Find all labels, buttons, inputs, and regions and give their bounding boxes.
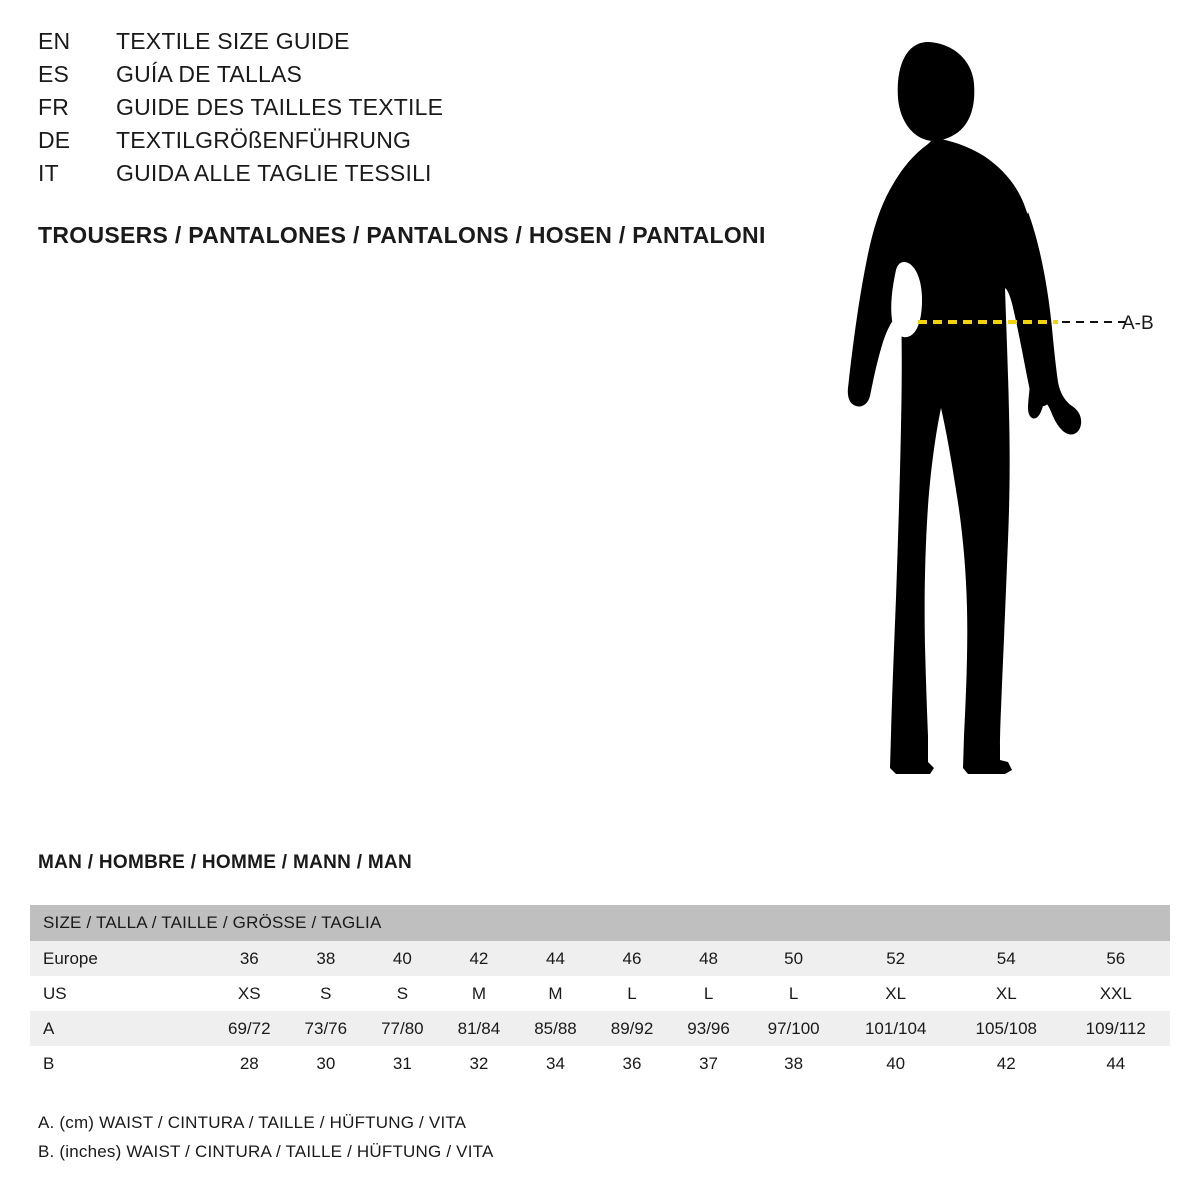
- table-header-label: SIZE / TALLA / TAILLE / GRÖSSE / TAGLIA: [30, 905, 1170, 941]
- table-cell: 36: [239, 948, 259, 968]
- table-cell: 42: [996, 1053, 1016, 1073]
- measure-label-ab: A-B: [1122, 313, 1154, 334]
- language-row: [38, 94, 798, 127]
- table-cell: L: [703, 983, 714, 1003]
- table-cell: 37: [699, 1053, 719, 1073]
- table-cell: 40: [886, 1053, 906, 1073]
- language-title: TEXTILGRÖßENFÜHRUNG: [116, 127, 412, 153]
- language-row: [38, 127, 798, 160]
- table-cell: XL: [995, 983, 1017, 1003]
- table-cell: M: [471, 983, 486, 1003]
- table-cell: XL: [885, 983, 907, 1003]
- table-cell: 32: [469, 1053, 489, 1073]
- table-cell: 97/100: [767, 1018, 820, 1038]
- table-cell: M: [548, 983, 563, 1003]
- row-label: US: [43, 983, 67, 1003]
- table-cell: 42: [469, 948, 489, 968]
- table-cell: 48: [699, 948, 719, 968]
- table-cell: 38: [784, 1053, 804, 1073]
- table-cell: 38: [316, 948, 336, 968]
- footnotes: [38, 1108, 494, 1166]
- table-cell: 93/96: [687, 1018, 730, 1038]
- table-cell: 31: [392, 1053, 412, 1073]
- language-list: [38, 28, 798, 193]
- table-cell: L: [788, 983, 799, 1003]
- table-cell: 28: [239, 1053, 259, 1073]
- table-cell: 69/72: [228, 1018, 271, 1038]
- man-silhouette-icon: [800, 20, 1200, 810]
- table-section-title: MAN / HOMBRE / HOMME / MANN / MAN: [38, 852, 413, 873]
- language-row: [38, 61, 798, 94]
- table-cell: 46: [622, 948, 642, 968]
- language-title: GUÍA DE TALLAS: [116, 61, 303, 87]
- language-code: IT: [38, 160, 59, 186]
- table-cell: 54: [996, 948, 1016, 968]
- table-cell: L: [627, 983, 637, 1003]
- table-row: [30, 1011, 1170, 1046]
- row-label: A: [43, 1018, 55, 1038]
- size-table: [30, 905, 1170, 1081]
- row-label: Europe: [43, 948, 98, 968]
- table-row: [30, 941, 1170, 976]
- language-row: [38, 160, 798, 193]
- figure-illustration: [800, 20, 1200, 810]
- language-code: FR: [38, 94, 70, 120]
- language-code: ES: [38, 61, 70, 87]
- table-row: [30, 1046, 1170, 1081]
- language-row: [38, 28, 798, 61]
- table-cell: S: [320, 983, 332, 1003]
- language-title: TEXTILE SIZE GUIDE: [116, 28, 350, 54]
- footnote-b: B. (inches) WAIST / CINTURA / TAILLE / HÜFTUNG / VITA: [38, 1142, 494, 1161]
- table-header-row: [30, 905, 1170, 941]
- table-cell: 101/104: [864, 1018, 927, 1038]
- table-cell: 89/92: [610, 1018, 654, 1038]
- table-cell: 50: [784, 948, 804, 968]
- table-cell: 30: [316, 1053, 336, 1073]
- table-cell: 44: [546, 948, 565, 968]
- table-cell: 40: [392, 948, 412, 968]
- table-cell: 56: [1106, 948, 1126, 968]
- table-cell: S: [396, 983, 409, 1003]
- footnote-a: A. (cm) WAIST / CINTURA / TAILLE / HÜFTUNG / VITA: [38, 1113, 467, 1132]
- table-cell: 36: [622, 1053, 642, 1073]
- row-label: B: [43, 1053, 55, 1073]
- table-cell: 109/112: [1085, 1018, 1146, 1038]
- table-row: [30, 976, 1170, 1011]
- table-cell: 85/88: [534, 1018, 577, 1038]
- table-cell: 105/108: [975, 1018, 1037, 1038]
- table-cell: 34: [546, 1053, 565, 1073]
- language-code: EN: [38, 28, 71, 54]
- language-title: GUIDE DES TAILLES TEXTILE: [116, 94, 444, 120]
- table-cell: XS: [237, 983, 261, 1003]
- table-cell: XXL: [1099, 983, 1132, 1003]
- language-title: GUIDA ALLE TAGLIE TESSILI: [116, 160, 432, 186]
- table-cell: 81/84: [457, 1018, 501, 1038]
- table-cell: 77/80: [381, 1018, 424, 1038]
- table-cell: 73/76: [304, 1018, 348, 1038]
- language-code: DE: [38, 127, 71, 153]
- garment-type-title: TROUSERS / PANTALONES / PANTALONS / HOSEN / PANTALONI: [38, 222, 766, 248]
- table-cell: 44: [1106, 1053, 1126, 1073]
- table-cell: 52: [886, 948, 906, 968]
